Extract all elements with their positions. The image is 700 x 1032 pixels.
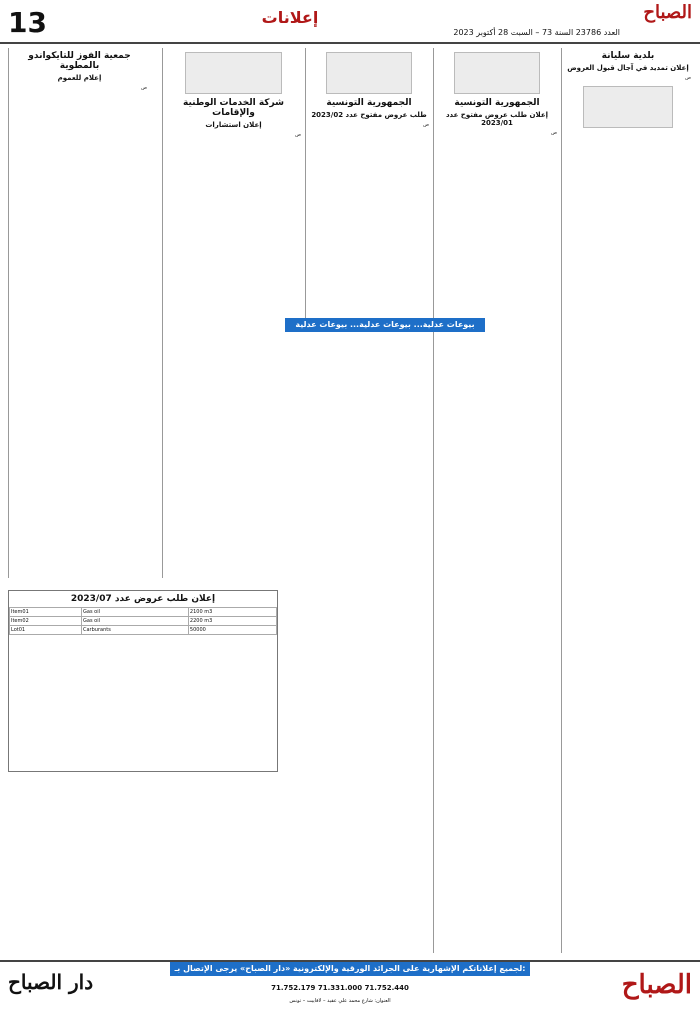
footer-left-logo: دار الصباح [8,970,94,994]
column-3-subtitle: طلب عروض مفتوح عدد 2023/02 [311,111,427,119]
tender-table [8,590,278,772]
table-cell: 50000 [188,626,276,635]
column-4-body: ص [294,132,301,138]
column-3 [305,48,432,318]
serept-logo [583,86,673,128]
judicial-sales-band: بيوعات عدلية... بيوعات عدلية... بيوعات عدلية [285,318,485,332]
table-cell: Gas oil [82,617,189,626]
column-5 [8,48,150,578]
column-1-body: ص [684,75,691,81]
table-cell: Carburants [82,626,189,635]
footer-contact-band: لجميع إعلاناتكم الإشهارية على الجرائد الورقية والإلكترونية «دار الصباح» يرجى الإتصال بـ: [170,962,530,976]
column-1 [561,48,694,953]
column-3-title: الجمهورية التونسية [326,98,412,108]
table-cell: 2200 m3 [188,617,276,626]
column-4-subtitle: إعلان استشارات [205,121,262,129]
table-cell: Item02 [10,617,82,626]
column-5-subtitle: إعلام للعموم [57,74,102,82]
column-3-body: ص [422,122,429,128]
column-2 [433,48,560,953]
footer-phones: 71.752.179 71.331.000 71.752.440 [271,984,409,992]
footer-address: العنوان: شارع محمد علي عقيد – لافاييت – تونس [289,998,391,1004]
page-footer [0,960,700,1032]
fipa-logo-2 [326,52,412,94]
table-cell: Item01 [10,608,82,617]
column-1-subtitle: إعلان تمديد في آجال قبول العروض [567,64,689,72]
column-5-body: ص [140,85,147,91]
column-4-title: شركة الخدمات الوطنية والإقامات [183,98,284,118]
issue-line: العدد 23786 السنة 73 – السبت 28 أكتوبر 2023 [453,28,620,37]
footer-logo: الصباح [621,970,692,1000]
column-4 [162,48,304,578]
column-2-subtitle: إعلان طلب عروض مفتوح عدد 2023/01 [445,111,549,127]
snr-logo [185,52,282,94]
column-2-body: ص [550,130,557,136]
table-cell: Lot01 [10,626,82,635]
column-2-title: الجمهورية التونسية [454,98,540,108]
page-header [0,0,700,44]
page-number: 13 [8,6,47,39]
newspaper-logo: الصباح [643,2,692,23]
column-5-title: جمعية الفوز للتايكواندو بالمطوية [28,51,131,71]
column-1-title: بلدية سليانة [601,51,655,61]
table-cell: Gas oil [82,608,189,617]
fipa-logo [454,52,540,94]
table-cell: 2100 m3 [188,608,276,617]
section-title: إعلانات [261,8,319,27]
tender-table-title: إعلان طلب عروض عدد 2023/07 [70,594,216,604]
tender-table-grid [9,607,277,635]
